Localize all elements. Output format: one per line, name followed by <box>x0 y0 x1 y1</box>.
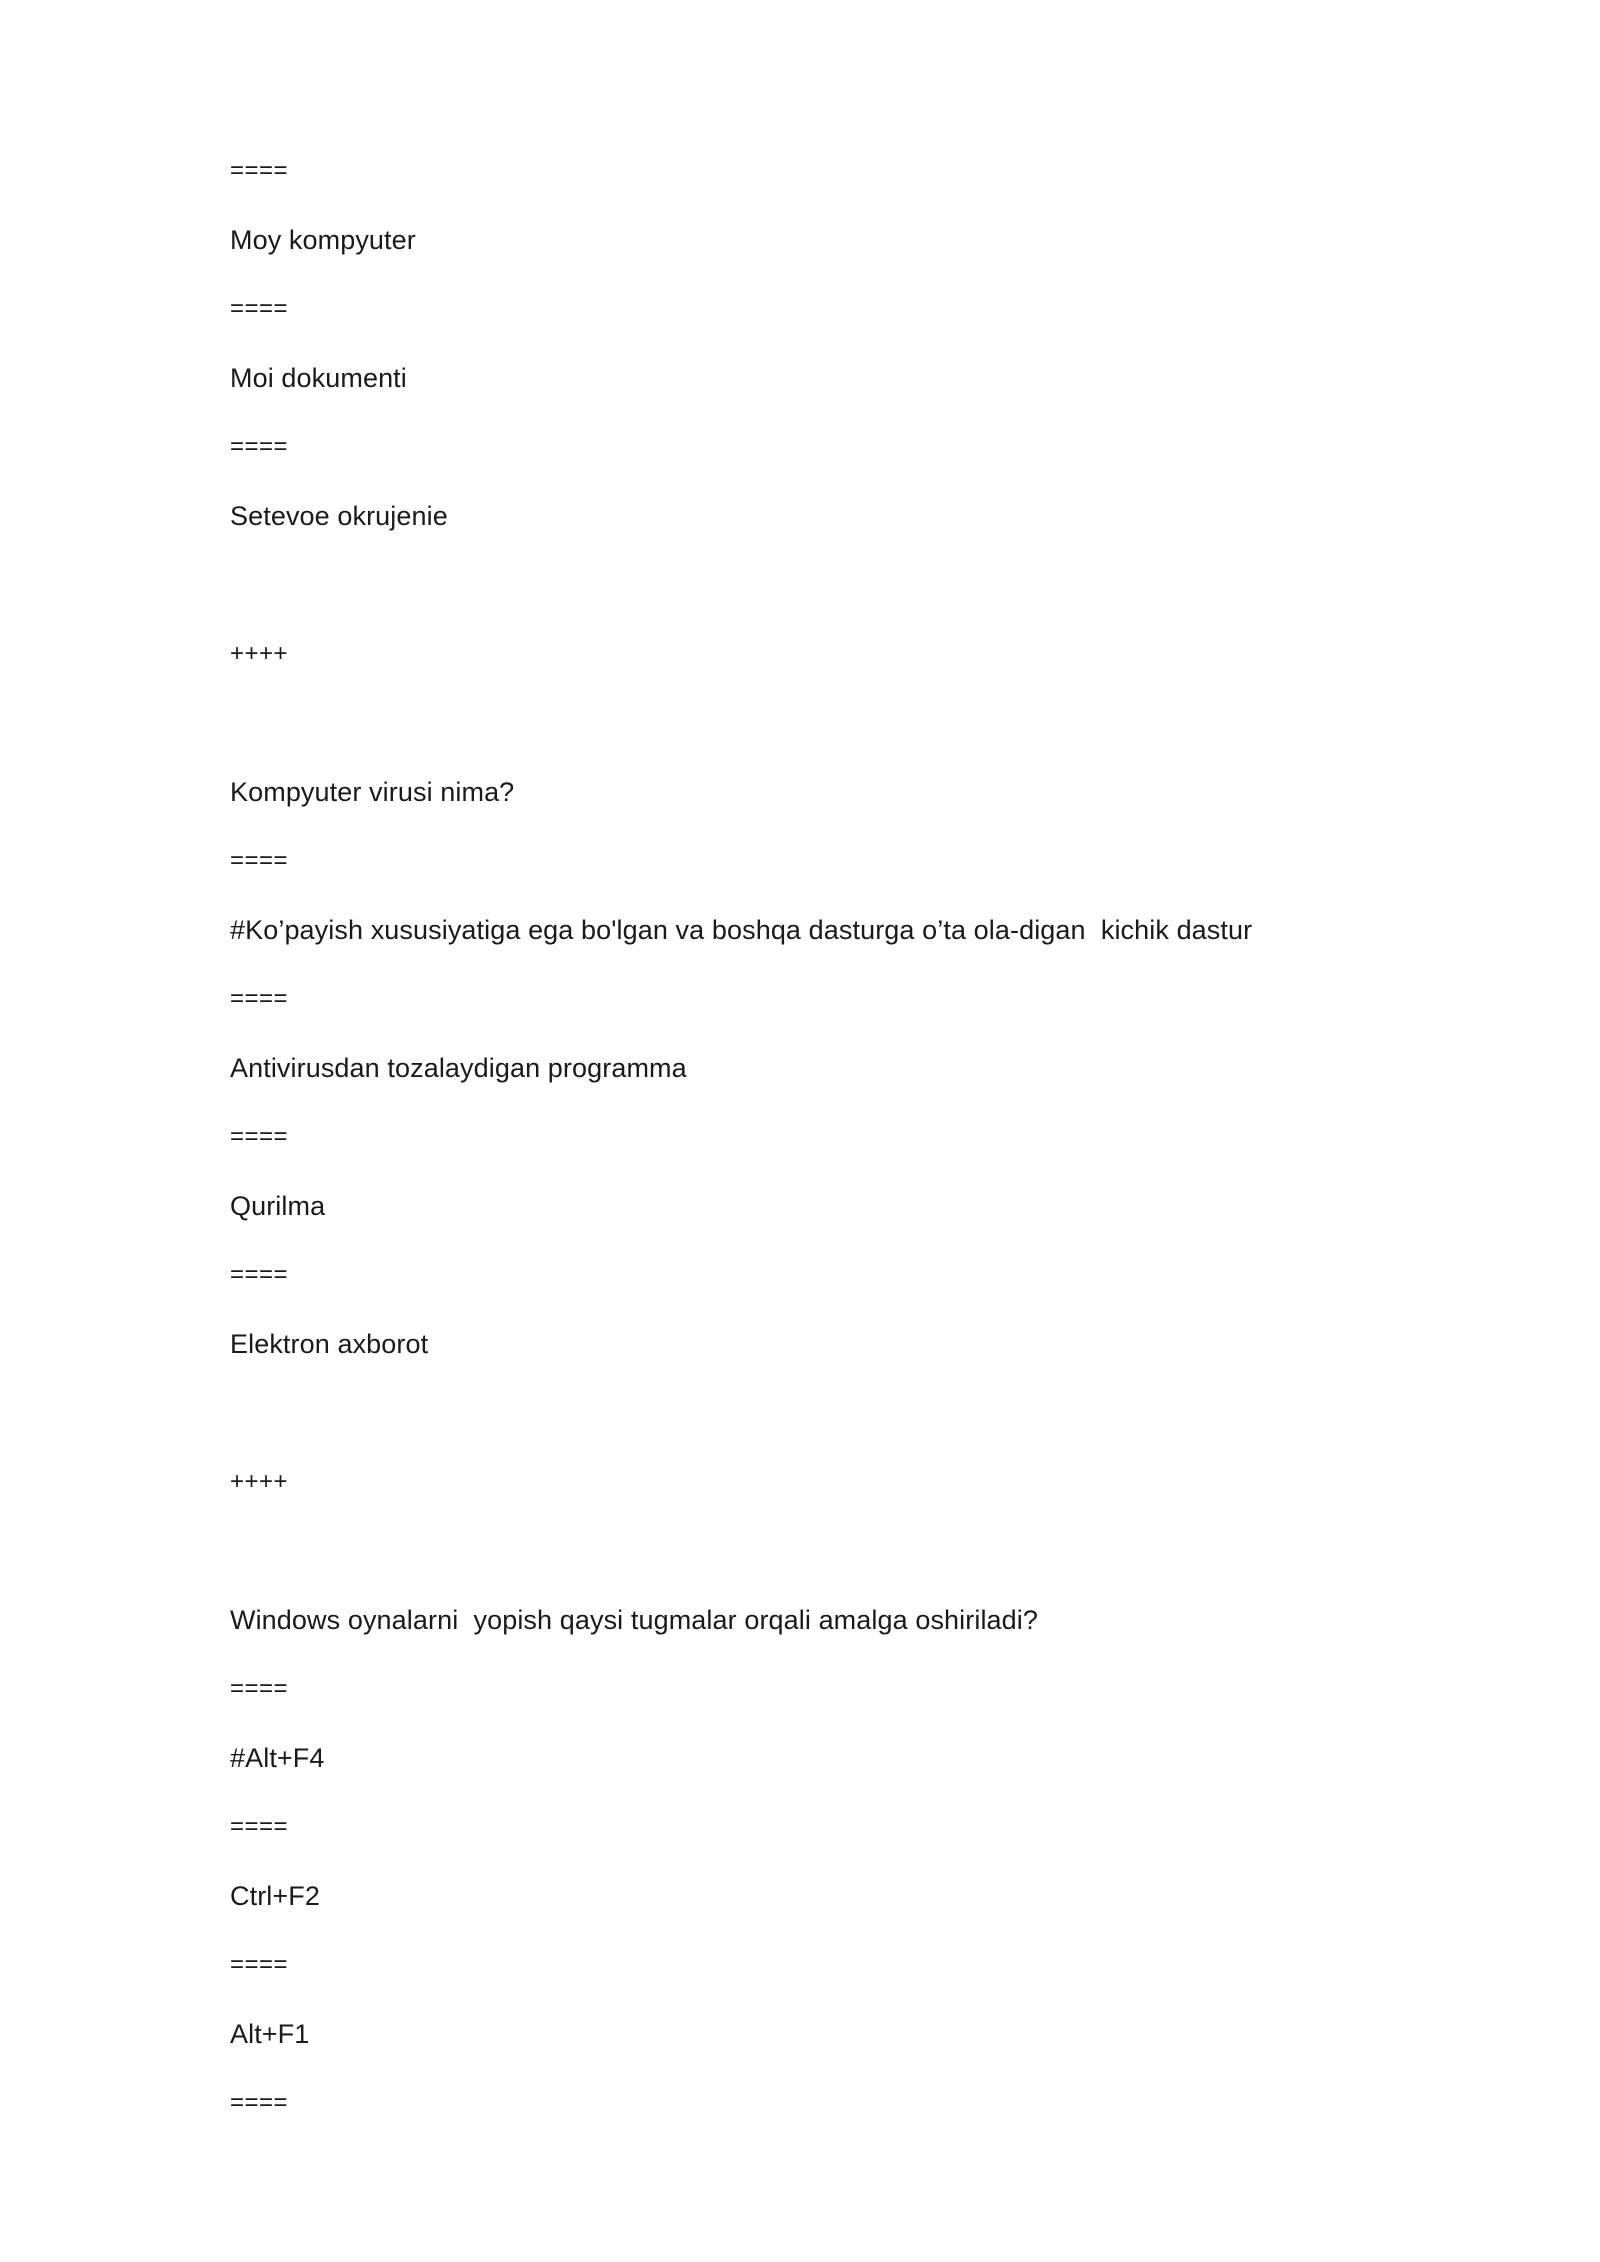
question-text: Kompyuter virusi nima? <box>230 777 515 807</box>
separator-line: ==== <box>230 433 289 460</box>
answer-option: Ctrl+F2 <box>230 1881 320 1911</box>
question-separator: ++++ <box>230 640 289 667</box>
answer-option: Elektron axborot <box>230 1329 429 1359</box>
answer-option-correct: #Alt+F4 <box>230 1743 325 1773</box>
answer-option: Antivirusdan tozalaydigan programma <box>230 1053 687 1083</box>
answer-option: Alt+F1 <box>230 2019 310 2049</box>
answer-option: Qurilma <box>230 1191 326 1221</box>
separator-line: ==== <box>230 1813 289 1840</box>
separator-line: ==== <box>230 295 289 322</box>
answer-option: Setevoe okrujenie <box>230 501 448 531</box>
question-text: Windows oynalarni yopish qaysi tugmalar orqali amalga oshiriladi? <box>230 1605 1038 1635</box>
separator-line: ==== <box>230 157 289 184</box>
separator-line: ==== <box>230 1123 289 1150</box>
separator-line: ==== <box>230 1261 289 1288</box>
separator-line: ==== <box>230 1675 289 1702</box>
separator-line: ==== <box>230 847 289 874</box>
answer-option: Moi dokumenti <box>230 363 407 393</box>
question-separator: ++++ <box>230 1468 289 1495</box>
separator-line: ==== <box>230 2089 289 2116</box>
separator-line: ==== <box>230 985 289 1012</box>
answer-option-correct: #Ko’payish xususiyatiga ega bo'lgan va boshqa dasturga o’ta ola-digan kichik dastur <box>230 915 1253 945</box>
answer-option: Moy kompyuter <box>230 225 416 255</box>
separator-line: ==== <box>230 1951 289 1978</box>
